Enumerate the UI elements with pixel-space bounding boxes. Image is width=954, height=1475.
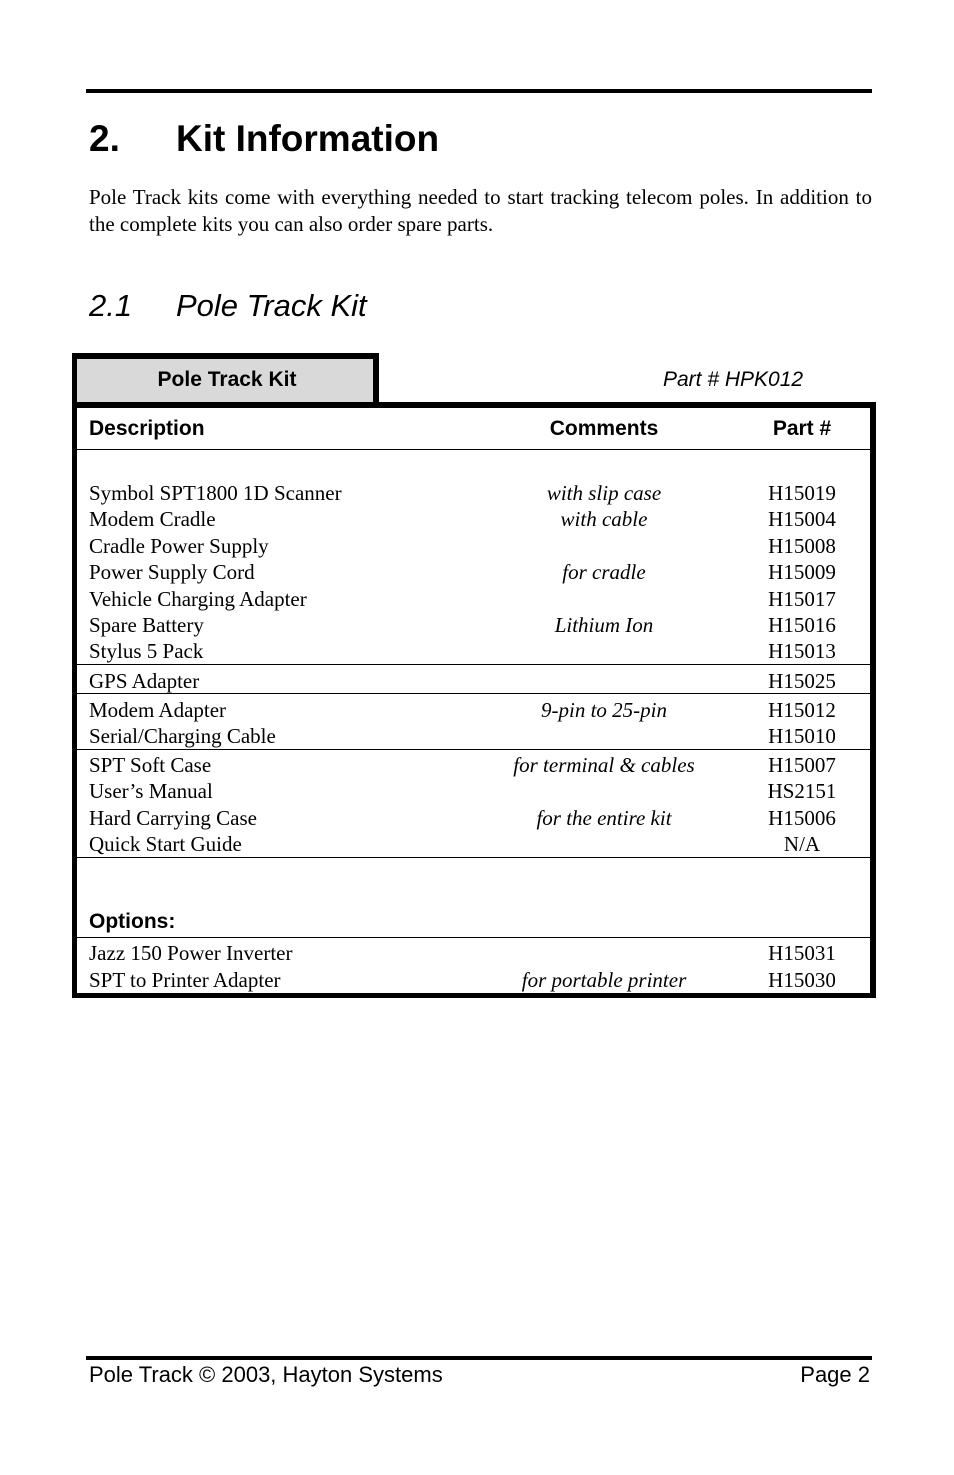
item-comment: 9-pin to 25-pin: [541, 698, 667, 722]
kit-part-number: Part # HPK012: [663, 368, 804, 391]
item-part-number: H15009: [768, 560, 836, 585]
footer-page-number: Page 2: [800, 1362, 870, 1387]
item-part-number: H15006: [768, 805, 836, 830]
item-description: Stylus 5 Pack: [89, 639, 204, 664]
item-part-number: H15004: [768, 507, 836, 532]
item-description: Quick Start Guide: [89, 832, 242, 857]
kit-label: Pole Track Kit: [157, 368, 297, 391]
item-description: Serial/Charging Cable: [89, 724, 276, 749]
item-description: SPT to Printer Adapter: [89, 968, 281, 992]
subsection-number: 2.1: [89, 288, 133, 323]
item-part-number: H15019: [768, 481, 836, 505]
options-title: Options:: [89, 910, 176, 933]
item-comment: Lithium Ion: [554, 613, 654, 637]
item-part-number: H15012: [768, 698, 836, 722]
table-row: [0, 586, 954, 612]
table-row: [0, 778, 954, 804]
item-part-number: H15007: [768, 753, 836, 777]
header-description: Description: [89, 417, 205, 440]
item-part-number: H15031: [768, 941, 836, 965]
item-description: Hard Carrying Case: [89, 805, 257, 830]
item-part-number: H15008: [768, 533, 836, 558]
item-description: Modem Adapter: [89, 698, 227, 722]
item-description: Spare Battery: [89, 613, 204, 637]
item-part-number: H15013: [768, 639, 836, 664]
table-row: [0, 638, 954, 664]
item-description: User’s Manual: [89, 779, 213, 804]
table-row: [0, 967, 954, 993]
item-part-number: N/A: [783, 832, 821, 857]
table-row: [0, 805, 954, 831]
item-description: Symbol SPT1800 1D Scanner: [89, 481, 342, 505]
table-row: [0, 506, 954, 532]
item-part-number: H15016: [768, 613, 836, 637]
item-comment: with slip case: [546, 481, 662, 505]
section-title: Kit Information: [176, 118, 440, 159]
section-number: 2.: [89, 118, 120, 159]
item-part-number: H15025: [768, 669, 836, 693]
item-description: Modem Cradle: [89, 507, 216, 532]
item-comment: for portable printer: [521, 968, 687, 992]
table-row: [0, 612, 954, 638]
header-divider: [77, 449, 870, 450]
table-row: [0, 723, 954, 749]
item-comment: for the entire kit: [536, 805, 672, 830]
subsection-title: Pole Track Kit: [176, 288, 367, 323]
item-description: Jazz 150 Power Inverter: [89, 941, 293, 965]
item-comment: with cable: [560, 507, 648, 532]
item-description: Cradle Power Supply: [89, 533, 269, 558]
item-description: Vehicle Charging Adapter: [89, 586, 307, 611]
item-comment: for terminal & cables: [513, 753, 695, 777]
item-part-number: H15030: [768, 968, 836, 992]
table-row: [0, 697, 954, 723]
item-comment: for cradle: [562, 560, 646, 585]
table-row: [0, 752, 954, 778]
table-row: [0, 480, 954, 506]
footer-copyright: Pole Track © 2003, Hayton Systems: [89, 1362, 443, 1387]
item-part-number: HS2151: [767, 779, 837, 804]
table-row: [0, 533, 954, 559]
item-part-number: H15010: [768, 724, 836, 749]
top-rule: [86, 89, 872, 93]
header-comments: Comments: [549, 417, 659, 440]
item-description: GPS Adapter: [89, 669, 200, 693]
header-part: Part #: [772, 417, 832, 440]
item-description: SPT Soft Case: [89, 753, 212, 777]
item-description: Power Supply Cord: [89, 560, 255, 585]
table-row: [0, 940, 954, 966]
intro-paragraph: Pole Track kits come with everything needed to start tracking telecom poles. In addition to the complete kits you can also order spare parts.: [89, 185, 872, 236]
options-divider: [77, 937, 870, 938]
table-row: [0, 559, 954, 585]
item-part-number: H15017: [768, 586, 836, 611]
table-row: [0, 668, 954, 694]
bottom-rule: [86, 1356, 872, 1360]
table-row: [0, 831, 954, 857]
